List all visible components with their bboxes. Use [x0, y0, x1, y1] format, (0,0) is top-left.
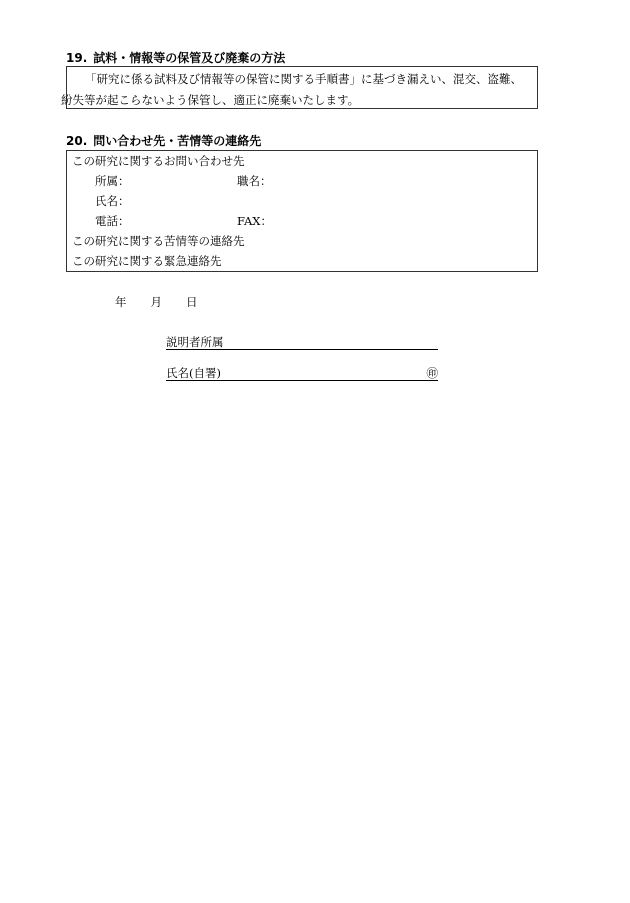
seal-mark: ㊞ — [426, 366, 438, 380]
name-row — [67, 191, 537, 211]
section-19-text — [61, 67, 537, 111]
complaint-heading: この研究に関する苦情等の連絡先 — [72, 234, 245, 248]
section-19-box — [61, 66, 538, 109]
fax-label: FAX： — [237, 214, 272, 228]
phone-label: 電話： — [95, 214, 130, 228]
section-20-box — [66, 150, 538, 272]
name-label: 氏名： — [95, 194, 130, 208]
section-20-heading — [66, 134, 261, 148]
position-label: 職名： — [237, 174, 272, 188]
date-day: 日 — [186, 295, 198, 309]
section-20-number: 20. — [66, 134, 88, 148]
signature-name-label: 氏名(自署) — [166, 366, 221, 380]
phone-row — [67, 211, 537, 231]
section-19-number: 19. — [66, 51, 88, 65]
date-month: 月 — [150, 295, 162, 309]
explainer-affiliation-label: 説明者所属 — [166, 335, 224, 349]
complaint-row — [67, 231, 537, 251]
signature-line[interactable] — [166, 366, 438, 381]
section-19-title: 試料・情報等の保管及び廃棄の方法 — [93, 51, 286, 65]
section-19-heading — [66, 51, 285, 65]
date-line — [115, 295, 198, 309]
date-year: 年 — [115, 295, 127, 309]
emergency-heading: この研究に関する緊急連絡先 — [72, 254, 222, 268]
affiliation-row — [67, 171, 537, 191]
emergency-row — [67, 251, 537, 271]
section-19-line-2: 紛失等が起こらないよう保管し、適正に廃棄いたします。 — [61, 93, 360, 107]
affiliation-label: 所属： — [95, 174, 130, 188]
section-19-line-1: 「研究に係る試料及び情報等の保管に関する手順書」に基づき漏えい、混交、盗難、 — [85, 72, 522, 86]
inquiry-heading: この研究に関するお問い合わせ先 — [72, 154, 245, 168]
inquiry-row — [67, 151, 537, 171]
explainer-affiliation-line[interactable] — [166, 335, 438, 350]
section-20-title: 問い合わせ先・苦情等の連絡先 — [93, 134, 262, 148]
